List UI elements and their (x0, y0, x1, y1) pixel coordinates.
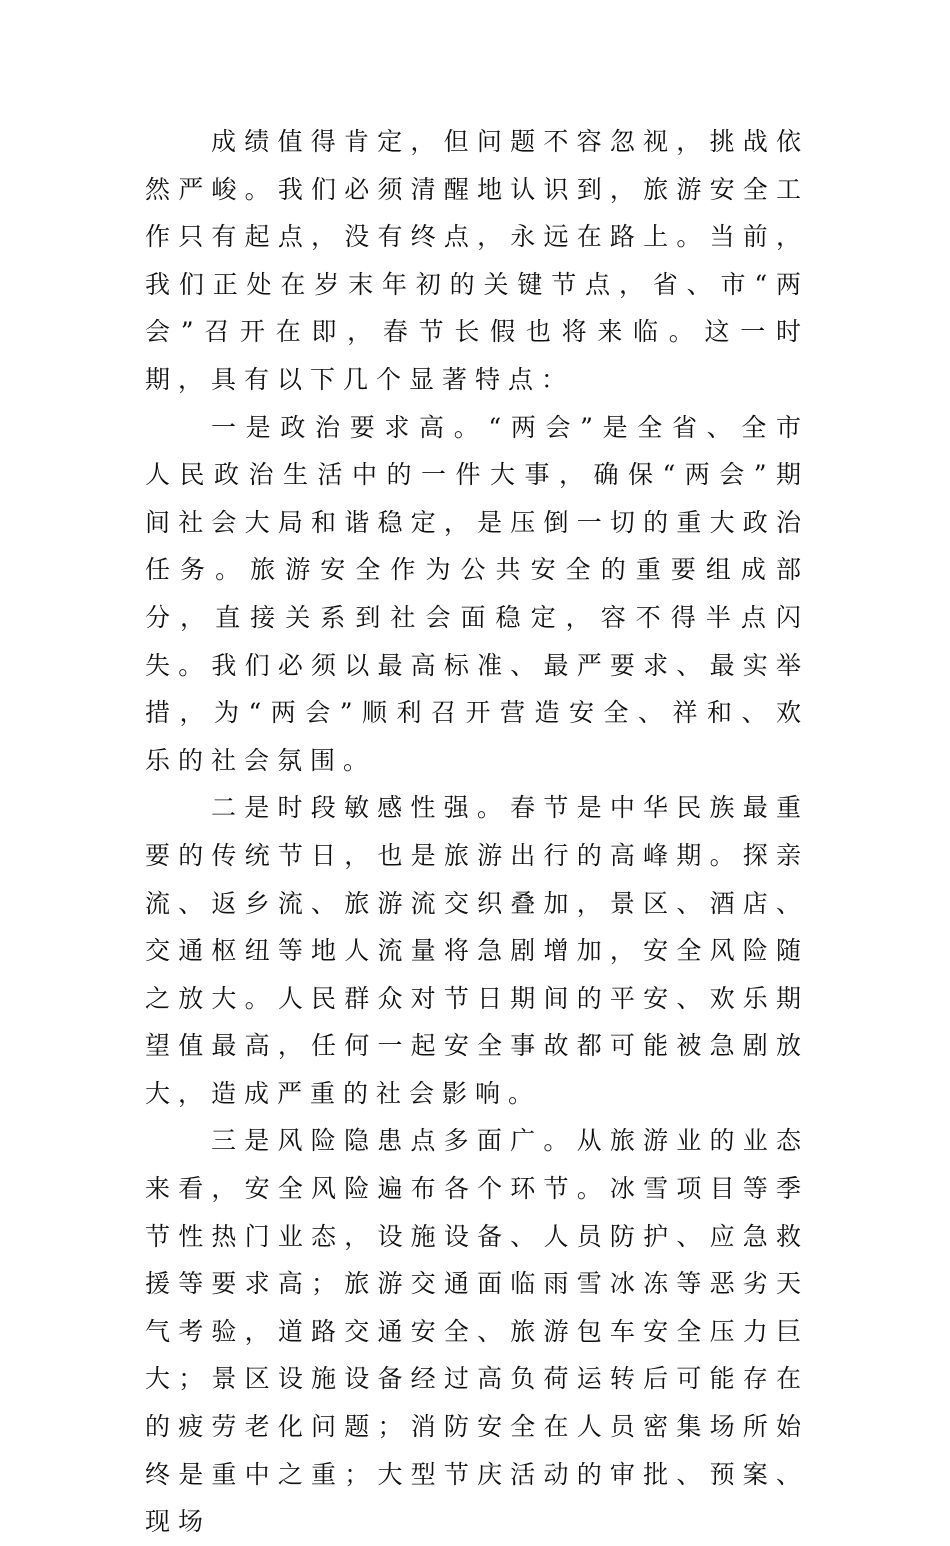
document-page (145, 118, 809, 1546)
paragraph-point-one: 一是政治要求高。“两会”是全省、全市人民政治生活中的一件大事，确保“两会”期间社会大局和谐稳定，是压倒一切的重大政治任务。旅游安全作为公共安全的重要组成部分，直接关系到社会面稳定，容不得半点闪失。我们必须以最高标准、最严要求、最实举措，为“两会”顺利召开营造安全、祥和、欢乐的社会氛围。 (145, 412, 809, 775)
paragraph-intro: 成绩值得肯定，但问题不容忽视，挑战依然严峻。我们必须清醒地认识到，旅游安全工作只有起点，没有终点，永远在路上。当前，我们正处在岁末年初的关键节点，省、市“两会”召开在即，春节长假也将来临。这一时期，具有以下几个显著特点： (145, 127, 809, 394)
paragraph-point-three: 三是风险隐患点多面广。从旅游业的业态来看，安全风险遍布各个环节。冰雪项目等季节性热门业态，设施设备、人员防护、应急救援等要求高；旅游交通面临雨雪冰冻等恶劣天气考验，道路交通安全、旅游包车安全压力巨大；景区设施设备经过高负荷运转后可能存在的疲劳老化问题；消防安全在人员密集场所始终是重中之重；大型节庆活动的审批、预案、现场 (145, 1126, 809, 1537)
paragraph-point-two: 二是时段敏感性强。春节是中华民族最重要的传统节日，也是旅游出行的高峰期。探亲流、返乡流、旅游流交织叠加，景区、酒店、交通枢纽等地人流量将急剧增加，安全风险随之放大。人民群众对节日期间的平安、欢乐期望值最高，任何一起安全事故都可能被急剧放大，造成严重的社会影响。 (145, 793, 809, 1108)
